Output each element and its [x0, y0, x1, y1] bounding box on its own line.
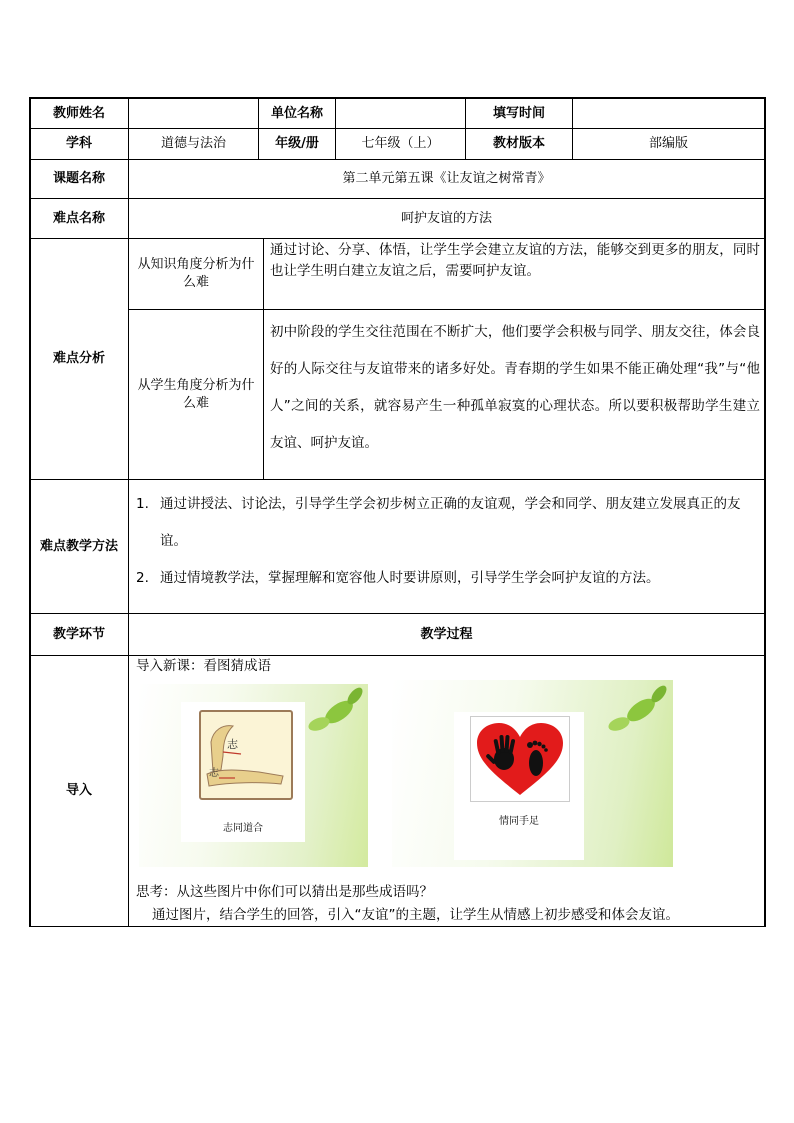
- road-sign-glyph-bottom: 志: [209, 768, 219, 779]
- fill-date-value[interactable]: [573, 99, 764, 128]
- student-angle-text: 初中阶段的学生交往范围在不断扩大，他们要学会积极与同学、朋友交往，体会良好的人际交往与友谊带来的诸多好处。青春期的学生如果不能正确处理“我”与“他人”之间的关系，就容易产生一种孤单寂寞的心理状态。所以要积极帮助学生建立友谊、呵护友谊。: [270, 324, 760, 451]
- road-sign-icon: [201, 712, 291, 798]
- difficulty-name-value: 呵护友谊的方法: [400, 210, 492, 226]
- intro-stage-label: 导入: [65, 783, 92, 798]
- teaching-method-label: 难点教学方法: [39, 538, 118, 554]
- picture-frame: [470, 716, 570, 802]
- subject-value: 道德与法治: [160, 136, 226, 151]
- leaf-icon: [299, 684, 368, 744]
- list-item-number: 1.: [136, 496, 149, 512]
- teacher-name-label: 教师姓名: [52, 105, 105, 121]
- knowledge-angle-label: 从知识角度分析为什么难: [137, 257, 255, 290]
- picture-card: [454, 712, 584, 860]
- list-item-text: 通过情境教学法，掌握理解和宽容他人时要讲原则，引导学生学会呵护友谊的方法。: [160, 570, 660, 586]
- teaching-process-header: 教学过程: [420, 626, 473, 642]
- student-angle-label: 从学生角度分析为什么难: [137, 377, 255, 411]
- intro-title: 导入新课：看图猜成语: [136, 658, 271, 674]
- picture-caption: 情同手足: [499, 816, 539, 827]
- road-sign-glyph-top: 志: [227, 738, 238, 751]
- heart-icon: [475, 723, 565, 797]
- idiom-picture-1: [139, 684, 368, 867]
- list-item-number: 2.: [136, 570, 149, 586]
- intro-question: 思考：从这些图片中你们可以猜出是那些成语吗？: [136, 884, 433, 900]
- teaching-method-list: [136, 486, 762, 597]
- teaching-stage-header: 教学环节: [52, 626, 105, 642]
- lesson-title-label: 课题名称: [52, 171, 105, 186]
- unit-name-label: 单位名称: [270, 105, 323, 121]
- difficulty-name-label: 难点名称: [52, 210, 105, 226]
- list-item: [136, 486, 762, 560]
- unit-name-value[interactable]: [336, 99, 465, 128]
- leaf-icon: [597, 680, 673, 742]
- intro-summary: 通过图片，结合学生的回答，引入“友谊”的主题，让学生从情感上初步感受和体会友谊。: [152, 907, 679, 923]
- edition-value: 部编版: [648, 136, 688, 151]
- list-item-text: 通过讲授法、讨论法，引导学生学会初步树立正确的友谊观，学会和同学、朋友建立发展真正的友谊。: [160, 496, 741, 549]
- teacher-name-value[interactable]: [129, 99, 258, 128]
- difficulty-analysis-label: 难点分析: [52, 351, 105, 366]
- picture-caption: 志同道合: [223, 823, 263, 834]
- picture-frame: [199, 710, 293, 800]
- picture-card: [181, 702, 305, 842]
- grade-label: 年级/册: [275, 136, 319, 151]
- knowledge-angle-text: 通过讨论、分享、体悟，让学生学会建立友谊的方法，能够交到更多的朋友，同时也让学生明白建立友谊之后，需要呵护友谊。: [270, 242, 760, 279]
- grade-value: 七年级（上）: [361, 136, 440, 151]
- fill-date-label: 填写时间: [492, 105, 545, 121]
- lesson-title-value: 第二单元第五课《让友谊之树常青》: [342, 171, 551, 186]
- edition-label: 教材版本: [492, 136, 545, 151]
- idiom-picture-2: [392, 680, 673, 867]
- list-item: [136, 560, 762, 597]
- subject-label: 学科: [65, 136, 92, 151]
